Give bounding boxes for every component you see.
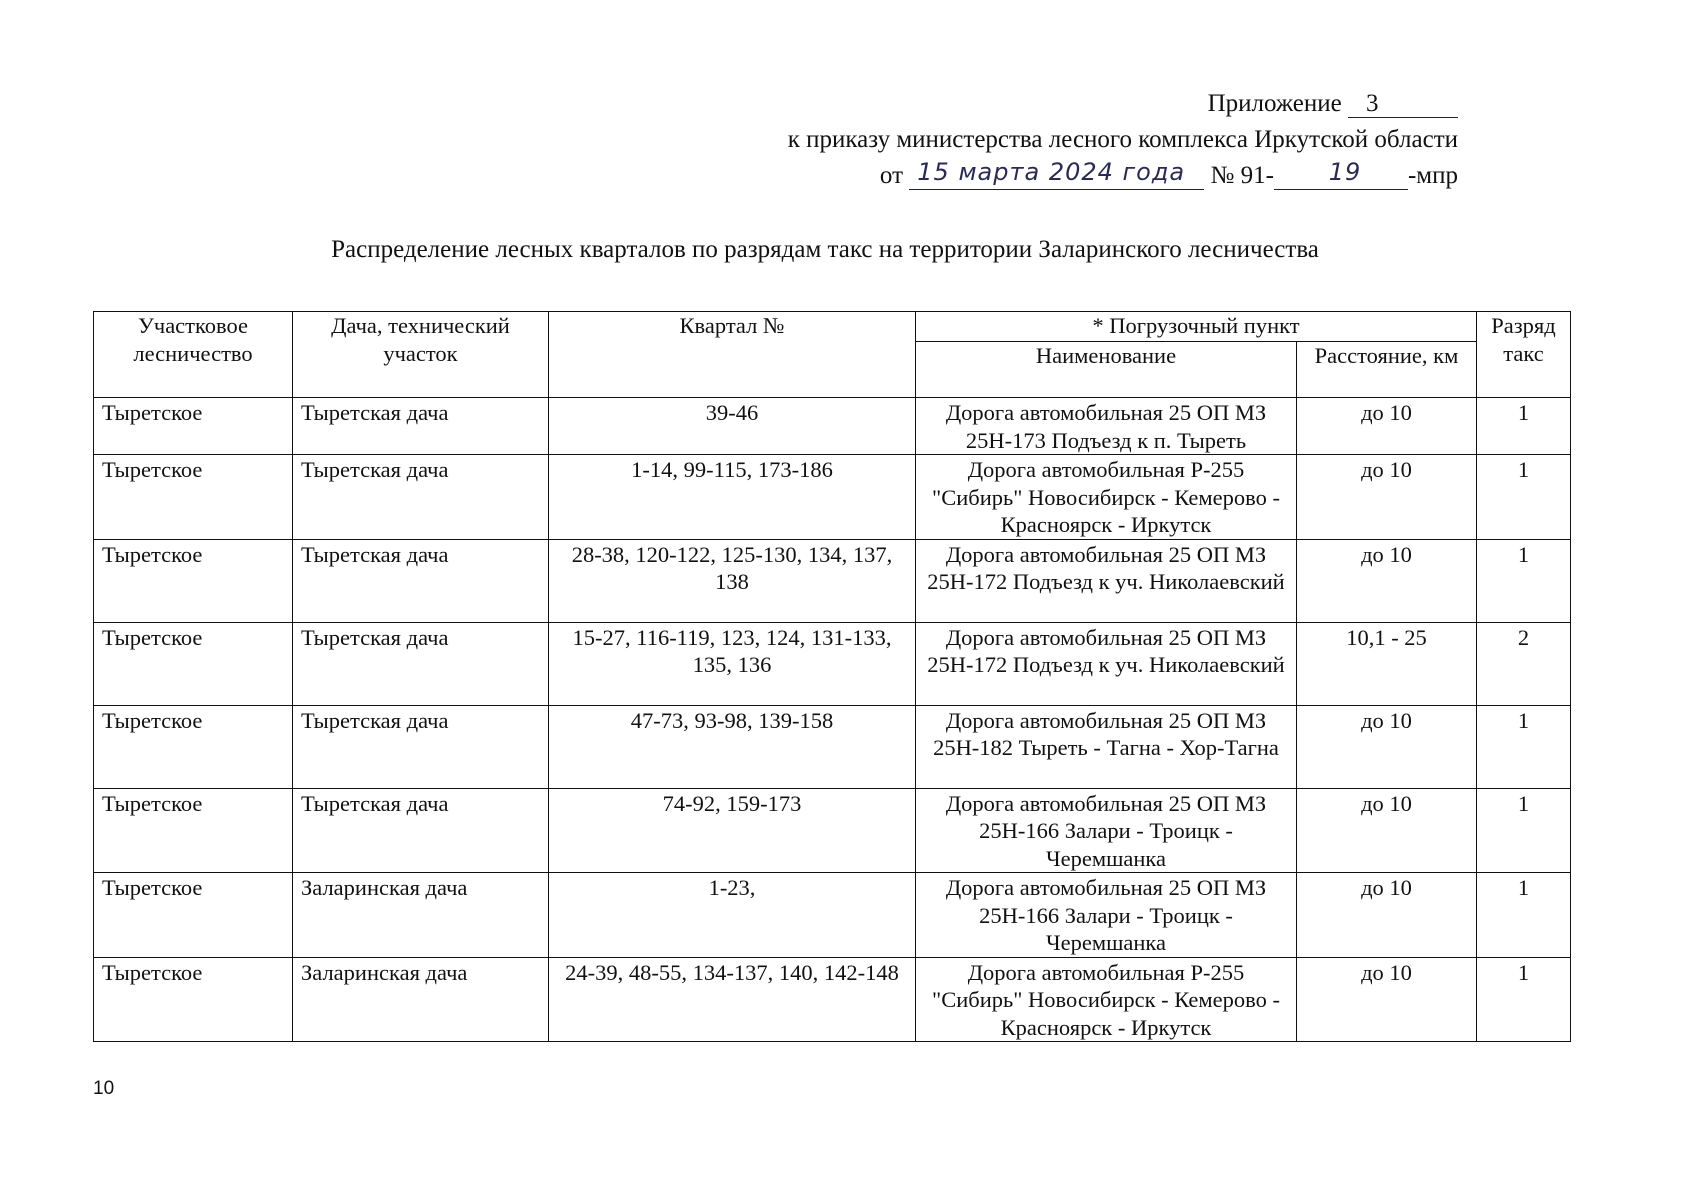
- cell-district: Тыретское: [94, 788, 293, 873]
- cell-quarters: 39-46: [549, 398, 916, 455]
- cell-rank: 1: [1477, 398, 1571, 455]
- cell-district: Тыретское: [94, 873, 293, 958]
- cell-dacha: Тыретская дача: [293, 705, 549, 788]
- cell-distance: до 10: [1297, 705, 1477, 788]
- cell-distance: до 10: [1297, 788, 1477, 873]
- cell-rank: 1: [1477, 873, 1571, 958]
- cell-dacha: Тыретская дача: [293, 622, 549, 705]
- header-loading-point: * Погрузочный пункт: [916, 312, 1477, 342]
- cell-distance: до 10: [1297, 957, 1477, 1042]
- cell-quarters: 1-23,: [549, 873, 916, 958]
- header-quarter: Квартал №: [549, 312, 916, 398]
- header-rank: Разряд такс: [1477, 312, 1571, 398]
- cell-rank: 1: [1477, 957, 1571, 1042]
- cell-loading-point-name: Дорога автомобильная Р-255 "Сибирь" Новосибирск - Кемерово - Красноярск - Иркутск: [916, 957, 1297, 1042]
- cell-dacha: Заларинская дача: [293, 873, 549, 958]
- table-row: [94, 398, 1571, 455]
- table-row: [94, 873, 1571, 958]
- cell-loading-point-name: Дорога автомобильная Р-255 "Сибирь" Новосибирск - Кемерово - Красноярск - Иркутск: [916, 455, 1297, 540]
- page-title: Распределение лесных кварталов по разрядам такс на территории Заларинского лесничества: [331, 236, 1319, 263]
- cell-district: Тыретское: [94, 455, 293, 540]
- cell-rank: 2: [1477, 622, 1571, 705]
- appendix-label: Приложение: [1207, 90, 1342, 117]
- cell-rank: 1: [1477, 705, 1571, 788]
- cell-distance: до 10: [1297, 539, 1477, 622]
- cell-rank: 1: [1477, 788, 1571, 873]
- cell-quarters: 15-27, 116-119, 123, 124, 131-133, 135, 136: [549, 622, 916, 705]
- header-district: Участковое лесничество: [94, 312, 293, 398]
- cell-quarters: 24-39, 48-55, 134-137, 140, 142-148: [549, 957, 916, 1042]
- table-row: [94, 705, 1571, 788]
- table-header-row: [94, 312, 1571, 342]
- from-label: от: [879, 162, 904, 189]
- cell-distance: до 10: [1297, 455, 1477, 540]
- order-number-field: [1274, 158, 1408, 190]
- cell-district: Тыретское: [94, 539, 293, 622]
- handwritten-order-number: 19: [1328, 158, 1362, 186]
- header-dacha: Дача, технический участок: [293, 312, 549, 398]
- cell-quarters: 28-38, 120-122, 125-130, 134, 137, 138: [549, 539, 916, 622]
- cell-distance: до 10: [1297, 398, 1477, 455]
- table-row: [94, 455, 1571, 540]
- cell-district: Тыретское: [94, 705, 293, 788]
- cell-dacha: Тыретская дача: [293, 455, 549, 540]
- cell-district: Тыретское: [94, 398, 293, 455]
- cell-district: Тыретское: [94, 957, 293, 1042]
- table-row: [94, 957, 1571, 1042]
- order-number-suffix: -мпр: [1407, 162, 1458, 189]
- cell-quarters: 47-73, 93-98, 139-158: [549, 705, 916, 788]
- table-row: [94, 539, 1571, 622]
- cell-rank: 1: [1477, 539, 1571, 622]
- order-number-label: № 91-: [1210, 162, 1274, 189]
- header-name: Наименование: [916, 342, 1297, 398]
- cell-distance: до 10: [1297, 873, 1477, 958]
- table-row: [94, 622, 1571, 705]
- cell-loading-point-name: Дорога автомобильная 25 ОП МЗ 25Н-173 Подъезд к п. Тыреть: [916, 398, 1297, 455]
- order-date-field: [909, 158, 1204, 190]
- appendix-number: 3: [1348, 91, 1458, 118]
- cell-quarters: 74-92, 159-173: [549, 788, 916, 873]
- handwritten-date: 15 марта 2024 года: [917, 158, 1186, 186]
- cell-quarters: 1-14, 99-115, 173-186: [549, 455, 916, 540]
- cell-dacha: Тыретская дача: [293, 539, 549, 622]
- header-distance: Расстояние, км: [1297, 342, 1477, 398]
- document-header: [788, 86, 1458, 194]
- order-date-number-line: [788, 158, 1458, 194]
- quarters-table: [93, 311, 1571, 1042]
- cell-loading-point-name: Дорога автомобильная 25 ОП МЗ 25Н-182 Тыреть - Тагна - Хор-Тагна: [916, 705, 1297, 788]
- cell-district: Тыретское: [94, 622, 293, 705]
- cell-dacha: Тыретская дача: [293, 398, 549, 455]
- cell-rank: 1: [1477, 455, 1571, 540]
- cell-loading-point-name: Дорога автомобильная 25 ОП МЗ 25Н-172 Подъезд к уч. Николаевский: [916, 622, 1297, 705]
- table-row: [94, 788, 1571, 873]
- page-number: 10: [93, 1078, 115, 1099]
- order-reference-line: к приказу министерства лесного комплекса Иркутской области: [787, 126, 1458, 153]
- cell-dacha: Тыретская дача: [293, 788, 549, 873]
- cell-distance: 10,1 - 25: [1297, 622, 1477, 705]
- cell-loading-point-name: Дорога автомобильная 25 ОП МЗ 25Н-166 Залари - Троицк - Черемшанка: [916, 873, 1297, 958]
- cell-dacha: Заларинская дача: [293, 957, 549, 1042]
- cell-loading-point-name: Дорога автомобильная 25 ОП МЗ 25Н-172 Подъезд к уч. Николаевский: [916, 539, 1297, 622]
- cell-loading-point-name: Дорога автомобильная 25 ОП МЗ 25Н-166 Залари - Троицк - Черемшанка: [916, 788, 1297, 873]
- appendix-line: [788, 86, 1458, 122]
